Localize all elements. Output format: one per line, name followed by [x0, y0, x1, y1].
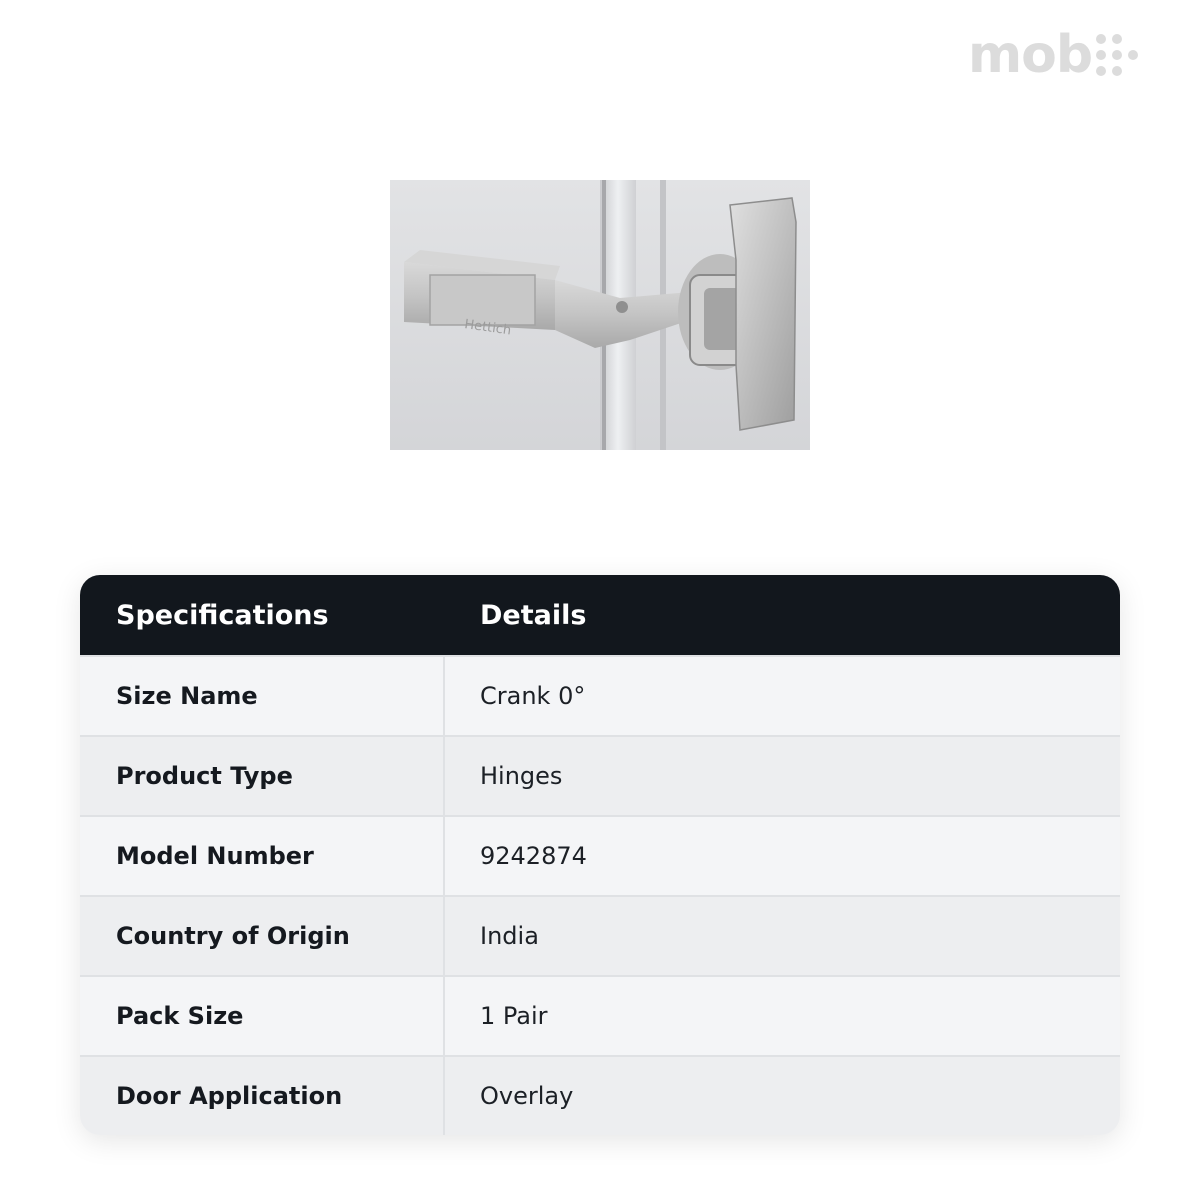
row-label: Model Number [80, 817, 445, 895]
table-header [80, 575, 1120, 655]
table-row [80, 975, 1120, 1055]
table-row [80, 1055, 1120, 1135]
header-details: Details [480, 599, 587, 631]
row-label: Country of Origin [80, 897, 445, 975]
table-row [80, 815, 1120, 895]
row-label: Size Name [80, 657, 445, 735]
product-image [390, 180, 810, 450]
header-specifications: Specifications [116, 599, 329, 631]
row-value: Hinges [480, 762, 563, 790]
table-row [80, 895, 1120, 975]
row-value: 9242874 [480, 842, 587, 870]
svg-text:Hettich: Hettich [463, 317, 513, 339]
table-row [80, 735, 1120, 815]
row-value: Crank 0° [480, 682, 586, 710]
brand-logo [968, 26, 1154, 84]
row-label: Door Application [80, 1057, 445, 1135]
row-value: India [480, 922, 539, 950]
row-label: Pack Size [80, 977, 445, 1055]
row-value: 1 Pair [480, 1002, 548, 1030]
hinge-illustration-icon [390, 180, 810, 450]
row-value: Overlay [480, 1082, 574, 1110]
table-row [80, 655, 1120, 735]
brand-logo-text: mob [968, 25, 1093, 85]
brand-logo-dots-icon [1096, 34, 1138, 76]
row-label: Product Type [80, 737, 445, 815]
specifications-table [80, 575, 1120, 1135]
